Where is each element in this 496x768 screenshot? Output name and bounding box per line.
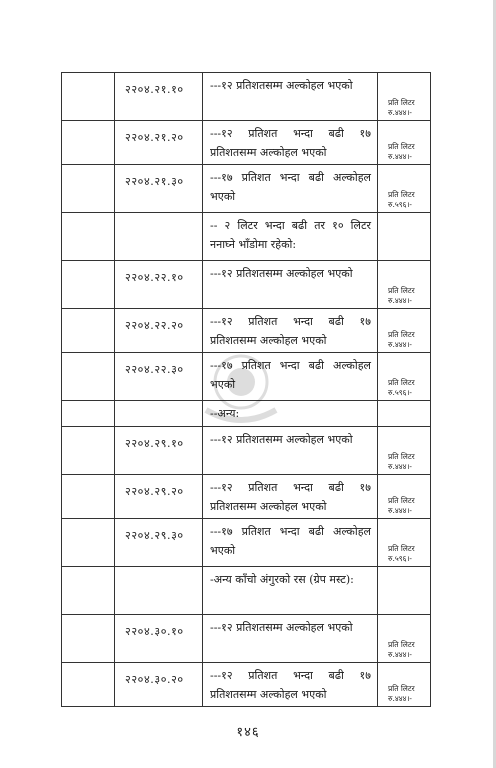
rate-value: रु.४४४।- bbox=[388, 296, 412, 305]
blank-cell bbox=[62, 567, 115, 615]
rate-unit: प्रति लिटर bbox=[388, 684, 415, 693]
rate-value: रु.४४४।- bbox=[388, 506, 412, 515]
table-row bbox=[62, 401, 431, 427]
rate-value: रु.५९६।- bbox=[388, 200, 412, 209]
hs-code-cell: २२०४.२२.३० bbox=[115, 353, 203, 401]
tariff-table bbox=[61, 72, 431, 707]
hs-code-cell bbox=[115, 213, 203, 261]
rate-value: रु.४४४।- bbox=[388, 152, 412, 161]
description-cell: ---१७ प्रतिशत भन्दा बढी अल्कोहल भएको bbox=[203, 165, 378, 213]
hs-code-cell: २२०४.३०.२० bbox=[115, 663, 203, 707]
description-cell: ---१२ प्रतिशत भन्दा बढी १७ प्रतिशतसम्म अल्कोहल भएको bbox=[203, 309, 378, 353]
blank-cell bbox=[62, 401, 115, 427]
rate-cell bbox=[378, 309, 431, 353]
description-cell: ---१२ प्रतिशत भन्दा बढी १७ प्रतिशतसम्म अल्कोहल भएको bbox=[203, 121, 378, 165]
blank-cell bbox=[62, 353, 115, 401]
rate-cell bbox=[378, 73, 431, 121]
description-cell: ---१२ प्रतिशतसम्म अल्कोहल भएको bbox=[203, 73, 378, 121]
blank-cell bbox=[62, 663, 115, 707]
hs-code-cell: २२०४.२९.३० bbox=[115, 519, 203, 567]
blank-cell bbox=[62, 309, 115, 353]
rate-unit: प्रति लिटर bbox=[388, 98, 415, 107]
description-cell: ---१७ प्रतिशत भन्दा बढी अल्कोहल भएको bbox=[203, 519, 378, 567]
rate-cell bbox=[378, 615, 431, 663]
page-number: १४६ bbox=[236, 725, 260, 740]
description-cell: ---१७ प्रतिशत भन्दा बढी अल्कोहल भएको bbox=[203, 353, 378, 401]
table-row bbox=[62, 165, 431, 213]
table-row bbox=[62, 615, 431, 663]
hs-code-cell bbox=[115, 401, 203, 427]
table-row bbox=[62, 309, 431, 353]
rate-unit: प्रति लिटर bbox=[388, 330, 415, 339]
table-row bbox=[62, 213, 431, 261]
description-cell: ---१२ प्रतिशत भन्दा बढी १७ प्रतिशतसम्म अल्कोहल भएको bbox=[203, 475, 378, 519]
hs-code-cell: २२०४.२१.१० bbox=[115, 73, 203, 121]
description-cell: ---१२ प्रतिशत भन्दा बढी १७ प्रतिशतसम्म अल्कोहल भएको bbox=[203, 663, 378, 707]
hs-code-cell: २२०४.२९.१० bbox=[115, 427, 203, 475]
rate-cell bbox=[378, 401, 431, 427]
blank-cell bbox=[62, 121, 115, 165]
blank-cell bbox=[62, 213, 115, 261]
rate-unit: प्रति लिटर bbox=[388, 378, 415, 387]
blank-cell bbox=[62, 615, 115, 663]
blank-cell bbox=[62, 73, 115, 121]
rate-cell bbox=[378, 567, 431, 615]
hs-code-cell: २२०४.२१.३० bbox=[115, 165, 203, 213]
table-row bbox=[62, 567, 431, 615]
hs-code-cell bbox=[115, 567, 203, 615]
rate-unit: प्रति लिटर bbox=[388, 190, 415, 199]
blank-cell bbox=[62, 261, 115, 309]
hs-code-cell: २२०४.२९.२० bbox=[115, 475, 203, 519]
rate-value: रु.४४४।- bbox=[388, 650, 412, 659]
rate-value: रु.५९६।- bbox=[388, 388, 412, 397]
table-row bbox=[62, 73, 431, 121]
rate-unit: प्रति लिटर bbox=[388, 544, 415, 553]
hs-code-cell: २२०४.२२.२० bbox=[115, 309, 203, 353]
description-cell: ---१२ प्रतिशतसम्म अल्कोहल भएको bbox=[203, 427, 378, 475]
description-cell: ---१२ प्रतिशतसम्म अल्कोहल भएको bbox=[203, 615, 378, 663]
rate-value: रु.४४४।- bbox=[388, 340, 412, 349]
table-row bbox=[62, 475, 431, 519]
description-cell: --अन्य: bbox=[203, 401, 378, 427]
rate-unit: प्रति लिटर bbox=[388, 286, 415, 295]
hs-code-cell: २२०४.२१.२० bbox=[115, 121, 203, 165]
description-cell: ---१२ प्रतिशतसम्म अल्कोहल भएको bbox=[203, 261, 378, 309]
rate-unit: प्रति लिटर bbox=[388, 452, 415, 461]
rate-value: रु.५९६।- bbox=[388, 554, 412, 563]
hs-code-cell: २२०४.३०.१० bbox=[115, 615, 203, 663]
rate-value: रु.४४४।- bbox=[388, 694, 412, 703]
blank-cell bbox=[62, 475, 115, 519]
blank-cell bbox=[62, 519, 115, 567]
rate-cell bbox=[378, 427, 431, 475]
table-row bbox=[62, 519, 431, 567]
table-row bbox=[62, 121, 431, 165]
rate-cell bbox=[378, 353, 431, 401]
description-cell: -- २ लिटर भन्दा बढी तर १० लिटर ननाघ्ने भाँडोमा रहेको: bbox=[203, 213, 378, 261]
tariff-table-body bbox=[62, 73, 431, 707]
rate-cell bbox=[378, 663, 431, 707]
description-cell: -अन्य काँचो अंगुरको रस (ग्रेप मस्ट): bbox=[203, 567, 378, 615]
blank-cell bbox=[62, 165, 115, 213]
rate-unit: प्रति लिटर bbox=[388, 496, 415, 505]
rate-cell bbox=[378, 165, 431, 213]
rate-value: रु.४४४।- bbox=[388, 462, 412, 471]
rate-cell bbox=[378, 519, 431, 567]
blank-cell bbox=[62, 427, 115, 475]
rate-cell bbox=[378, 261, 431, 309]
rate-value: रु.४४४।- bbox=[388, 108, 412, 117]
table-row bbox=[62, 427, 431, 475]
table-row bbox=[62, 663, 431, 707]
table-row bbox=[62, 353, 431, 401]
table-row bbox=[62, 261, 431, 309]
rate-cell bbox=[378, 475, 431, 519]
rate-unit: प्रति लिटर bbox=[388, 142, 415, 151]
hs-code-cell: २२०४.२२.१० bbox=[115, 261, 203, 309]
rate-cell bbox=[378, 121, 431, 165]
rate-cell bbox=[378, 213, 431, 261]
rate-unit: प्रति लिटर bbox=[388, 640, 415, 649]
